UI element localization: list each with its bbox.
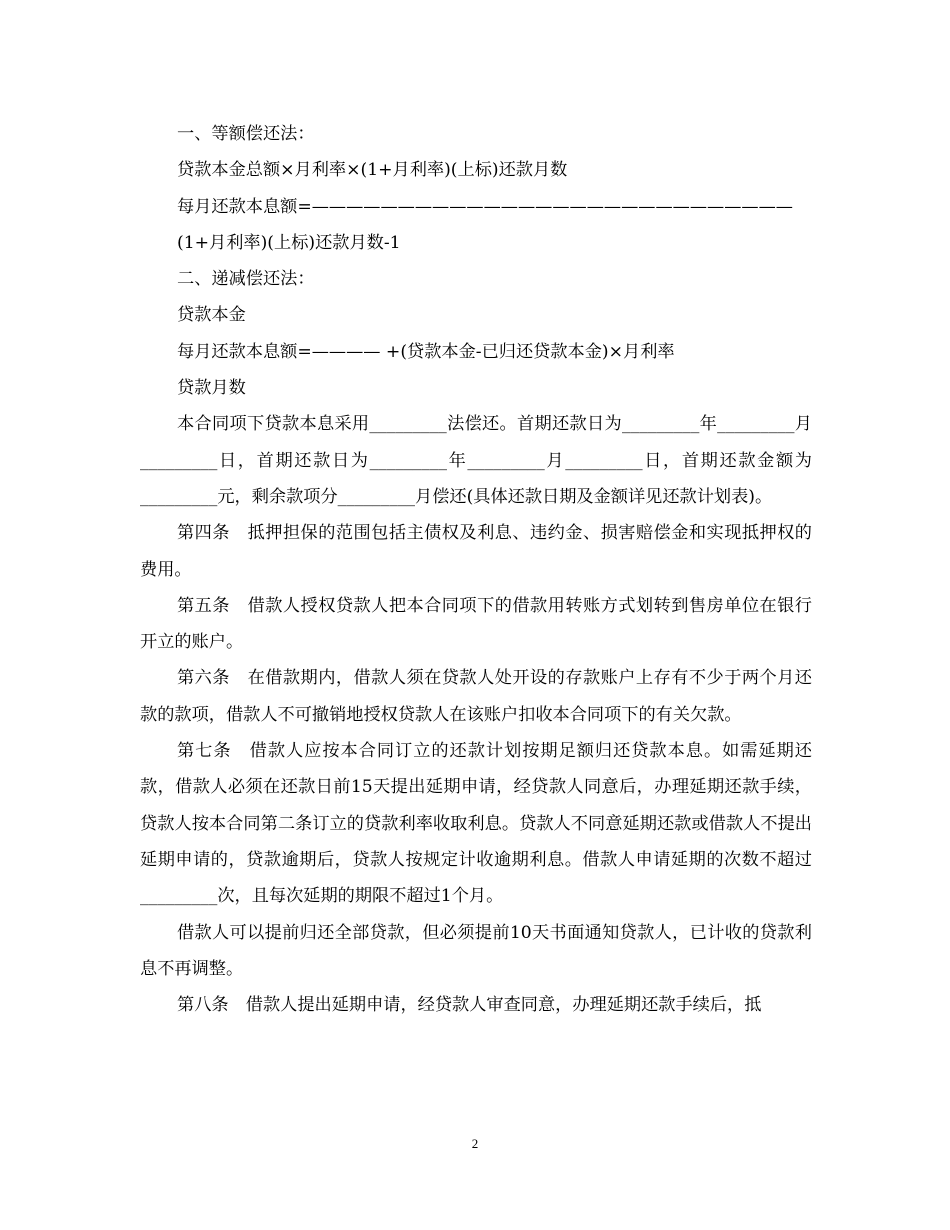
heading-equal-installment: 一、等额偿还法： <box>177 124 315 144</box>
paragraph-article-8: 第八条 借款人提出延期申请，经贷款人审查同意，办理延期还款手续后，抵 <box>177 995 762 1016</box>
paragraph-article-4: 第四条 抵押担保的范围包括主债权及利息、违约金、损害赔偿金和实现抵押权的费用。 <box>140 523 812 580</box>
formula-denominator: (1+月利率)(上标)还款月数-1 <box>177 232 401 253</box>
formula-declining-payment: 每月还款本息额=———— +(贷款本金-已归还贷款本金)×月利率 <box>177 341 675 362</box>
paragraph-early-repayment: 借款人可以提前归还全部贷款，但必须提前10天书面通知贷款人，已计收的贷款利息不再调整。 <box>140 922 812 979</box>
formula-monthly-payment: 每月还款本息额=———————————————————————————— <box>177 196 793 217</box>
formula-loan-months: 贷款月数 <box>177 378 246 399</box>
paragraph-repayment-method: 本合同项下贷款本息采用_________法偿还。首期还款日为_________年_________月_________日，首期还款日为_________年_________月_________日，首期还款金额为_________元，剩余款项分_________月偿还(具体还款日期及金额详见还款计划表)。 <box>140 414 812 507</box>
paragraph-article-6: 第六条 在借款期内，借款人须在贷款人处开设的存款账户上存有不少于两个月还款的款项，借款人不可撤销地授权贷款人在该账户扣收本合同项下的有关欠款。 <box>140 668 812 725</box>
formula-numerator: 贷款本金总额×月利率×(1+月利率)(上标)还款月数 <box>177 160 568 181</box>
page-number: 2 <box>471 1136 479 1151</box>
paragraph-article-5: 第五条 借款人授权贷款人把本合同项下的借款用转账方式划转到售房单位在银行开立的账户。 <box>140 595 812 653</box>
heading-declining-installment: 二、递减偿还法： <box>177 269 315 290</box>
document-body <box>140 116 812 1023</box>
paragraph-article-7: 第七条 借款人应按本合同订立的还款计划按期足额归还贷款本息。如需延期还款，借款人必须在还款日前15天提出延期申请，经贷款人同意后，办理延期还款手续，贷款人按本合同第二条订立的贷款利率收取利息。贷款人不同意延期还款或借款人不提出延期申请的，贷款逾期后，贷款人按规定计收逾期利息。借款人申请延期的次数不超过_________次，且每次延期的期限不超过1个月。 <box>140 741 812 907</box>
formula-principal: 贷款本金 <box>177 305 246 326</box>
